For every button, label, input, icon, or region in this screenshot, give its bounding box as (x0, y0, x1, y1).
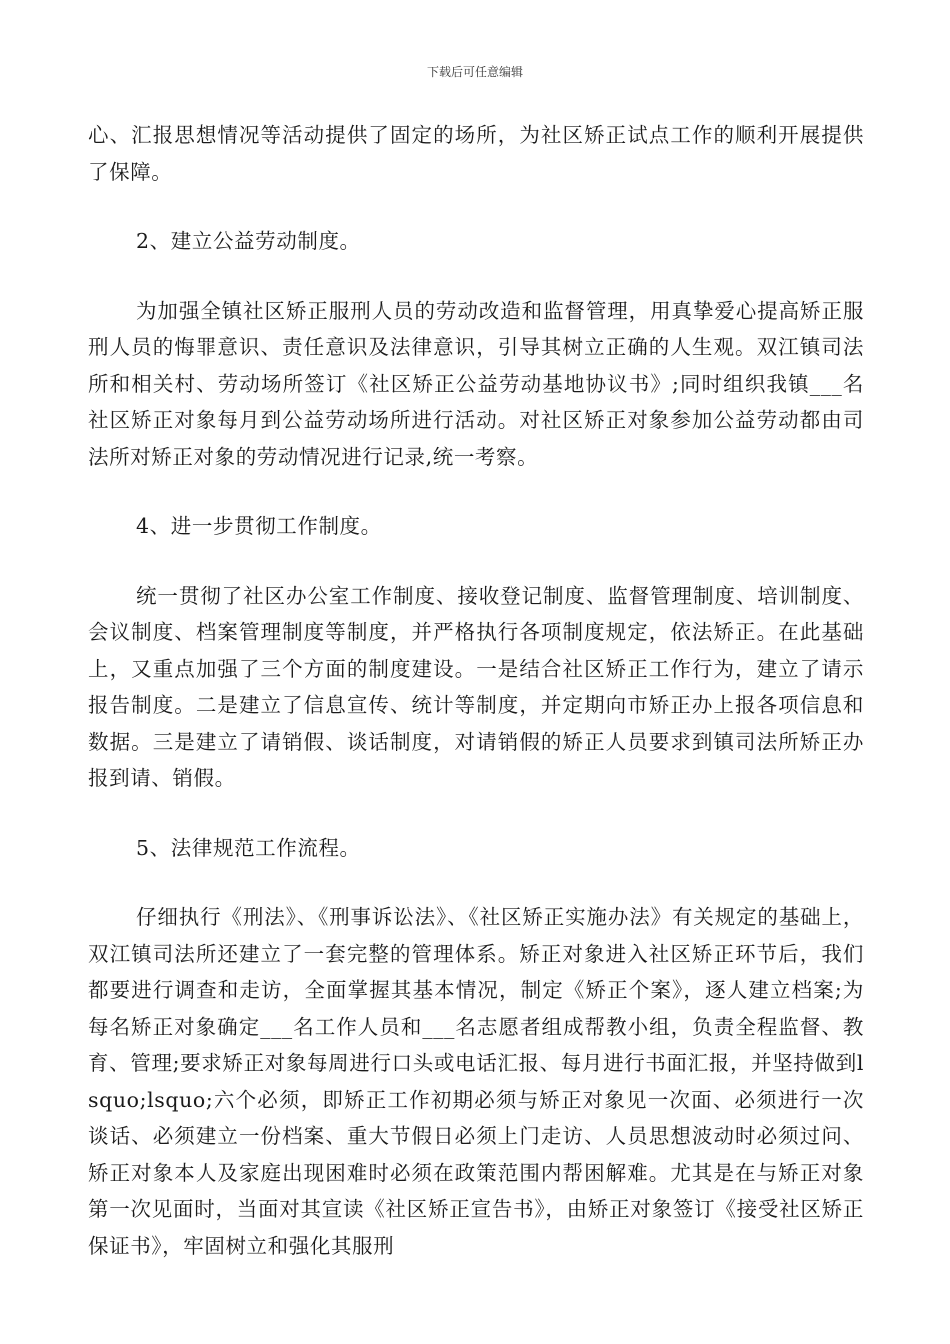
page-header: 下载后可任意编辑 (426, 65, 523, 79)
section-heading-4: 4、进一步贯彻工作制度。 (136, 514, 382, 538)
paragraph-public-labor: 为加强全镇社区矫正服刑人员的劳动改造和监督管理，用真挚爱心提高矫正服刑人员的悔罪意识、责任意识及法律意识，引导其树立正确的人生观。双江镇司法所和相关村、劳动场所签订《社区矫正公益劳动基地协议书》;同时组织我镇___名社区矫正对象每月到公益劳动场所进行活动。对社区矫正对象参加公益劳动都由司法所对矫正对象的劳动情况进行记录,统一考察。 (88, 298, 864, 469)
section-heading-2: 2、建立公益劳动制度。 (136, 229, 361, 253)
paragraph-workflow: 仔细执行《刑法》、《刑事诉讼法》、《社区矫正实施办法》有关规定的基础上，双江镇司法所还建立了一套完整的管理体系。矫正对象进入社区矫正环节后，我们都要进行调查和走访，全面掌握其基本情况，制定《矫正个案》，逐人建立档案;为每名矫正对象确定___名工作人员和___名志愿者组成帮教小组，负责全程监督、教育、管理;要求矫正对象每周进行口头或电话汇报、每月进行书面汇报，并坚持做到lsquo;lsquo;六个必须，即矫正工作初期必须与矫正对象见一次面、必须进行一次谈话、必须建立一份档案、重大节假日必须上门走访、人员思想波动时必须过问、矫正对象本人及家庭出现困难时必须在政策范围内帮困解难。尤其是在与矫正对象第一次见面时，当面对其宣读《社区矫正宣告书》，由矫正对象签订《接受社区矫正保证书》，牢固树立和强化其服刑 (88, 905, 864, 1258)
paragraph-work-system: 统一贯彻了社区办公室工作制度、接收登记制度、监督管理制度、培训制度、会议制度、档案管理制度等制度，并严格执行各项制度规定，依法矫正。在此基础上，又重点加强了三个方面的制度建设。一是结合社区矫正工作行为，建立了请示报告制度。二是建立了信息宣传、统计等制度，并定期向市矫正办上报各项信息和数据。三是建立了请销假、谈话制度，对请销假的矫正人员要求到镇司法所矫正办报到请、销假。 (88, 583, 864, 790)
paragraph-continuation: 心、汇报思想情况等活动提供了固定的场所，为社区矫正试点工作的顺利开展提供了保障。 (88, 123, 864, 184)
document-body (88, 117, 864, 1264)
section-heading-5: 5、法律规范工作流程。 (136, 835, 361, 860)
